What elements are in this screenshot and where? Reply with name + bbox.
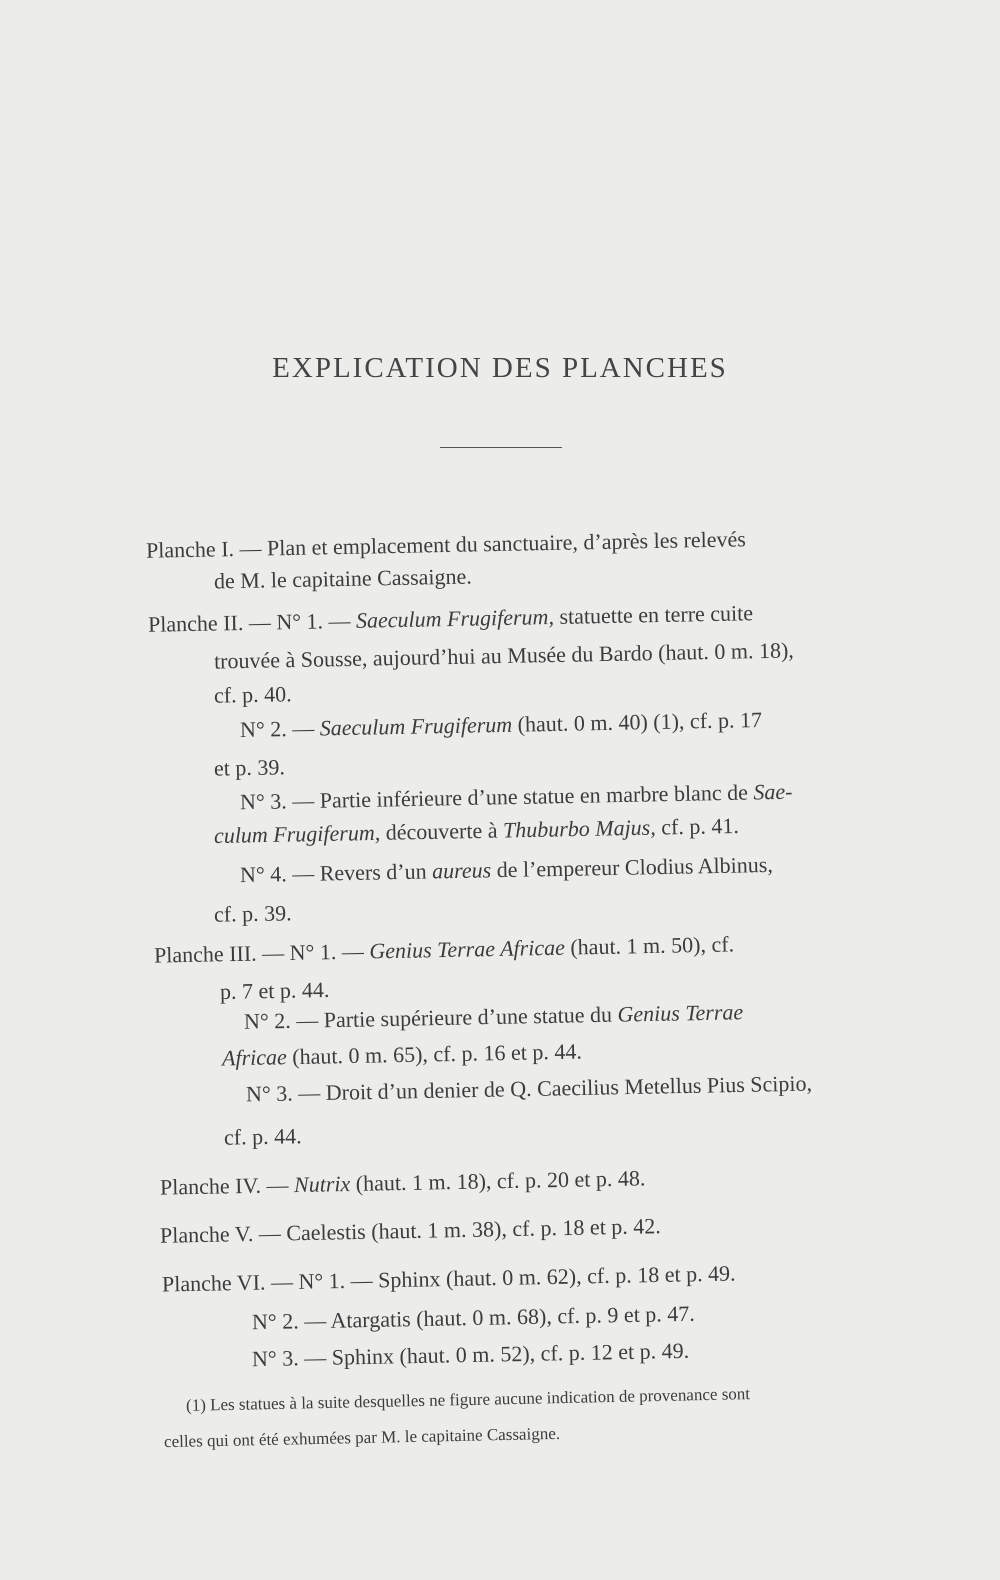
planche-5: Planche V. — Caelestis (haut. 1 m. 38), cf. p. 18 et p. 42. [159,1213,662,1248]
text-span: découverte à [379,817,504,845]
planche-3-line-1 [154,931,735,968]
text-span: (haut. 1 m. 50), cf. [564,931,735,960]
text-span: N° 3. — Partie inférieure d’une statue en marbre blanc de [239,779,754,815]
planche-2-no3-line-2 [214,813,739,849]
planche-3-no3: N° 3. — Droit d’un denier de Q. Caecilius Metellus Pius Scipio, [245,1070,813,1107]
italic-span: Saeculum Frugiferum, [355,604,555,633]
planche-2-line-3: cf. p. 40. [213,681,292,708]
footnote-line-2: celles qui ont été exhumées par M. le capitaine Cassaigne. [163,1423,561,1452]
italic-span: Genius Terrae Africae [369,934,566,964]
text-span: (haut. 1 m. 18), cf. p. 20 et p. 48. [350,1165,646,1197]
text-span: de l’empereur Clodius Albinus, [490,851,774,883]
title-rule [440,447,562,448]
italic-span: Sae- [753,778,793,805]
planche-2-no2 [240,707,762,743]
italic-span: Thuburbo Majus, [502,814,656,843]
italic-span: culum Frugiferum, [213,819,381,849]
planche-4 [160,1165,646,1200]
italic-span: Saeculum Frugiferum [319,711,513,741]
text-span: cf. p. 41. [655,812,740,840]
planche-2-no3 [240,779,793,816]
text-span: N° 2. — [239,715,320,743]
planche-3-no2-line-2 [222,1039,582,1072]
text-span: (haut. 0 m. 40) (1), cf. p. 17 [511,706,763,737]
planche-3-no2 [244,999,744,1035]
planche-2-no4-line-2: cf. p. 39. [213,900,292,927]
text-span: Planche II. — N° 1. — [147,607,357,637]
planche-3-line-2: p. 7 et p. 44. [219,976,330,1005]
planche-2-line-1 [148,600,753,638]
text-span: Planche III. — N° 1. — [153,938,370,968]
text-span: N° 4. — Revers d’un [239,858,433,888]
planche-2-no2-line-2: et p. 39. [213,754,286,781]
italic-span: Nutrix [293,1171,351,1198]
planche-1-line-1: Planche I. — Plan et emplacement du sanctuaire, d’après les relevés [145,526,747,563]
planche-6-no2: N° 2. — Atargatis (haut. 0 m. 68), cf. p. 9 et p. 47. [251,1300,696,1335]
planche-2-line-2: trouvée à Sousse, aujourd’hui au Musée du Bardo (haut. 0 m. 18), [213,637,795,674]
text-span: N° 2. — Partie supérieure d’une statue du [243,1001,618,1034]
italic-span: aureus [431,857,492,884]
text-span: (haut. 0 m. 65), cf. p. 16 et p. 44. [286,1038,583,1070]
text-span: Planche IV. — [159,1172,295,1200]
planche-6-line-1: Planche VI. — N° 1. — Sphinx (haut. 0 m. 62), cf. p. 18 et p. 49. [161,1260,736,1297]
planche-1-line-2: de M. le capitaine Cassaigne. [213,563,473,594]
planche-2-no4 [240,852,773,888]
planche-3-no3-line-2: cf. p. 44. [223,1123,302,1150]
italic-span: Genius Terrae [617,999,744,1027]
footnote-line-1: (1) Les statues à la suite desquelles ne figure aucune indication de provenance sont [185,1384,751,1415]
page-title: EXPLICATION DES PLANCHES [272,352,728,384]
text-span: statuette en terre cuite [553,600,754,630]
planche-6-no3: N° 3. — Sphinx (haut. 0 m. 52), cf. p. 12 et p. 49. [251,1337,690,1372]
italic-span: Africae [221,1044,288,1071]
